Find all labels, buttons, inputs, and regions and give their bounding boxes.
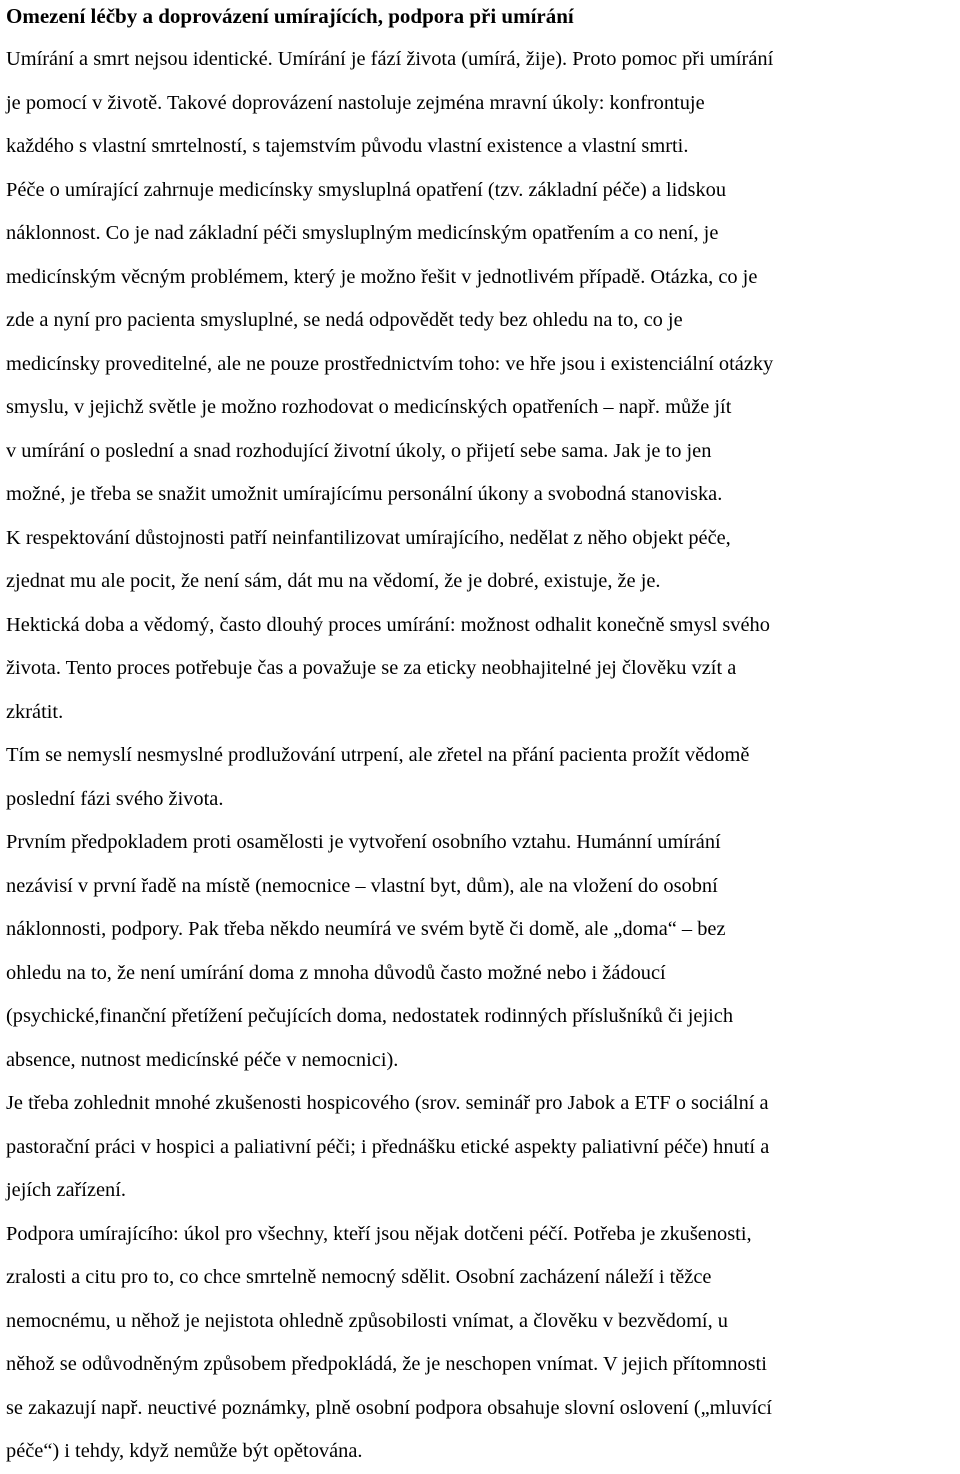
text-line: nemocnému, u něhož je nejistota ohledně způsobilosti vnímat, a člověku v bezvědomí, u: [6, 1309, 728, 1332]
text-line: ohledu na to, že není umírání doma z mnoha důvodů často možné nebo i žádoucí: [6, 961, 666, 984]
text-line: poslední fázi svého života.: [6, 787, 224, 810]
text-line: je pomocí v životě. Takové doprovázení nastoluje zejména mravní úkoly: konfrontuje: [6, 91, 705, 114]
text-line: zde a nyní pro pacienta smysluplné, se nedá odpovědět tedy bez ohledu na to, co je: [6, 309, 683, 331]
text-line: zjednat mu ale pocit, že není sám, dát mu na vědomí, že je dobré, existuje, že je.: [6, 570, 661, 592]
text-line: zkrátit.: [6, 700, 64, 723]
text-line: pastorační práci v hospici a paliativní péči; i přednášku etické aspekty paliativní péče) hnutí a: [6, 1135, 770, 1158]
text-line: náklonnost. Co je nad základní péči smysluplným medicínským opatřením a co není, je: [6, 222, 719, 244]
text-line: v umírání o poslední a snad rozhodující životní úkoly, o přijetí sebe sama. Jak je to jen: [6, 439, 712, 462]
text-line: Péče o umírající zahrnuje medicínsky smysluplná opatření (tzv. základní péče) a lidskou: [6, 178, 727, 201]
text-line: jejích zařízení.: [6, 1179, 127, 1201]
text-line: Hektická doba a vědomý, často dlouhý proces umírání: možnost odhalit konečně smysl svého: [6, 613, 770, 636]
text-line: Umírání a smrt nejsou identické. Umírání je fází života (umírá, žije). Proto pomoc při umírání: [6, 48, 774, 70]
text-line: náklonnosti, podpory. Pak třeba někdo neumírá ve svém bytě či domě, ale „doma“ – bez: [6, 918, 726, 940]
text-line: Je třeba zohlednit mnohé zkušenosti hospicového (srov. seminář pro Jabok a ETF o sociální a: [6, 1092, 769, 1114]
text-line: nezávisí v první řadě na místě (nemocnice – vlastní byt, dům), ale na vložení do osobní: [6, 874, 718, 897]
text-line: (psychické,finanční přetížení pečujících doma, nedostatek rodinných příslušníků či jejich: [6, 1005, 734, 1027]
text-line: každého s vlastní smrtelností, s tajemstvím původu vlastní existence a vlastní smrti.: [6, 135, 689, 157]
text-line: K respektování důstojnosti patří neinfantilizovat umírajícího, nedělat z něho objekt péče,: [6, 526, 731, 549]
text-line: Prvním předpokladem proti osamělosti je vytvoření osobního vztahu. Humánní umírání: [6, 831, 721, 853]
text-line: medicínským věcným problémem, který je možno řešit v jednotlivém případě. Otázka, co je: [6, 265, 758, 288]
text-line: Podpora umírajícího: úkol pro všechny, kteří jsou nějak dotčeni péčí. Potřeba je zkušenosti,: [6, 1222, 752, 1245]
text-line: se zakazují např. neuctivé poznámky, plně osobní podpora obsahuje slovní oslovení („mluvící: [6, 1396, 772, 1419]
text-line: medicínsky proveditelné, ale ne pouze prostřednictvím toho: ve hře jsou i existenciální otázky: [6, 352, 774, 375]
text-line: možné, je třeba se snažit umožnit umírajícímu personální úkony a svobodná stanoviska.: [6, 483, 723, 505]
text-line: něhož se odůvodněným způsobem předpokládá, že je neschopen vnímat. V jejich přítomnosti: [6, 1353, 767, 1375]
text-line: absence, nutnost medicínské péče v nemocnici).: [6, 1048, 399, 1071]
document-page: [6, 0, 958, 1474]
document-body: [6, 38, 958, 1474]
text-line: smyslu, v jejichž světle je možno rozhodovat o medicínských opatřeních – např. může jít: [6, 396, 732, 418]
text-line: života. Tento proces potřebuje čas a považuje se za eticky neobhajitelné jej člověku vzít a: [6, 657, 737, 679]
text-line: zralosti a citu pro to, co chce smrtelně nemocný sdělit. Osobní zacházení náleží i těžce: [6, 1266, 712, 1288]
document-title: Omezení léčby a doprovázení umírajících, podpora při umírání: [6, 4, 574, 28]
text-line: Tím se nemyslí nesmyslné prodlužování utrpení, ale zřetel na přání pacienta prožít vědomě: [6, 744, 750, 766]
text-line: péče“) i tehdy, když nemůže být opětována.: [6, 1440, 363, 1462]
